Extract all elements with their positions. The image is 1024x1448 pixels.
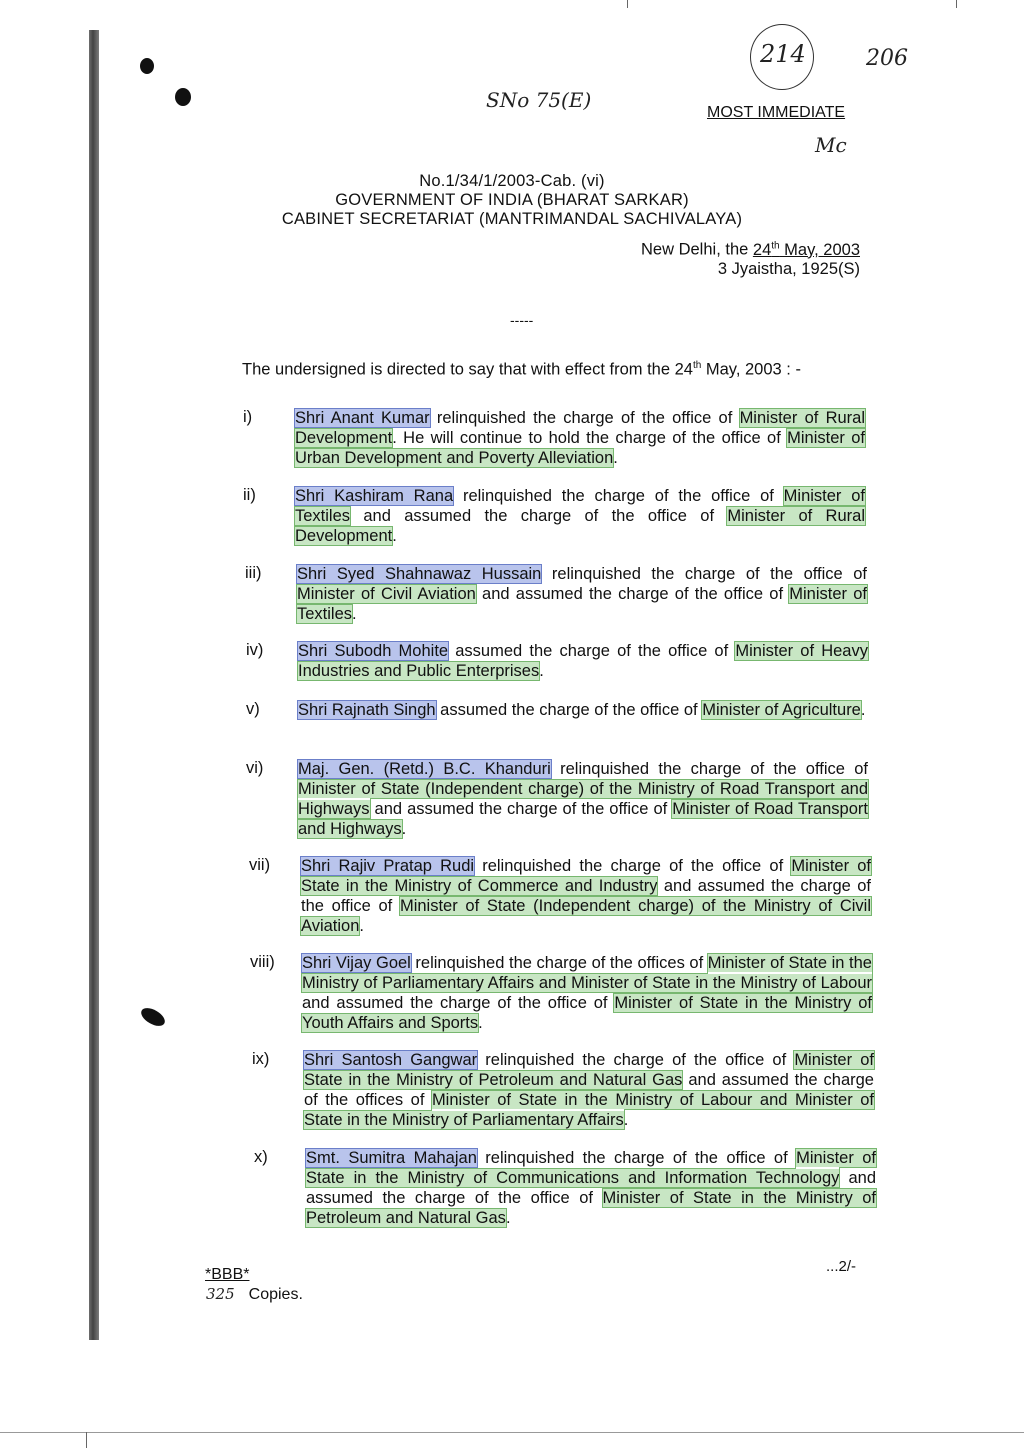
item-number: vii) — [249, 856, 271, 874]
item-text-part: . — [860, 701, 866, 719]
item-text-part: relinquished the charge of the office of — [453, 487, 784, 505]
initials-hw: Mc — [815, 133, 847, 157]
priority-label: MOST IMMEDIATE — [707, 104, 846, 121]
separator: ----- — [510, 312, 534, 328]
date-prefix: New Delhi, the — [641, 240, 753, 259]
file-number: No.1/34/1/2003-Cab. (vi) — [419, 172, 605, 190]
item-text-part: . — [392, 527, 397, 545]
minister-name: Shri Anant Kumar — [295, 409, 430, 427]
portfolio: Minister of Road Transport and Highways — [298, 800, 868, 838]
item-text — [295, 408, 865, 468]
item-text — [298, 641, 868, 681]
item-text-part: and assumed the charge of the office of — [302, 994, 615, 1012]
portfolio: Minister of State in the Ministry of Commerce and Industry — [301, 857, 872, 895]
item-text-part: . — [539, 662, 544, 680]
item-text — [298, 700, 868, 720]
copies-count-hw: 325 — [206, 1285, 235, 1303]
item-text-part: and assumed the charge of the office of — [350, 507, 728, 525]
ink-blot-2 — [175, 88, 191, 106]
minister-name: Maj. Gen. (Retd.) B.C. Khanduri — [298, 760, 551, 778]
item-text-part: assumed the charge of the office of — [448, 642, 736, 660]
item-text-part: and assumed the charge of the office of — [475, 585, 790, 603]
item-text-part: relinquished the charge of the office of — [550, 760, 868, 778]
ink-blot-3 — [138, 1004, 168, 1029]
item-text-part: relinquished the charge of the office of — [474, 857, 792, 875]
item-text — [306, 1148, 876, 1228]
sno-hw: SNo 75(E) — [486, 88, 592, 112]
top-mark-1 — [627, 0, 628, 8]
minister-name: Shri Rajiv Pratap Rudi — [301, 857, 475, 875]
item-text-part: . — [352, 605, 357, 623]
copies-line — [206, 1285, 303, 1304]
item-text-part: and assumed the charge of the office of — [306, 1169, 876, 1207]
portfolio: Minister of Rural Development — [295, 507, 865, 545]
item-text — [297, 564, 867, 624]
item-text-part: assumed the charge of the office of — [435, 701, 703, 719]
minister-name: Shri Kashiram Rana — [295, 487, 454, 505]
footer-code: *BBB* — [205, 1266, 250, 1283]
minister-name: Shri Santosh Gangwar — [304, 1051, 478, 1069]
item-text-part: relinquished the charge of the office of — [541, 565, 868, 583]
item-number: iv) — [246, 641, 264, 659]
item-text-part: . — [613, 449, 618, 467]
intro-text-b: May, 2003 : - — [701, 360, 801, 379]
circled-number-hw: 214 — [760, 40, 806, 68]
next-page-marker: ...2/- — [826, 1258, 857, 1275]
portfolio: Minister of Rural Development — [295, 409, 865, 447]
portfolio: Minister of Agriculture — [702, 701, 861, 719]
item-number: v) — [246, 700, 260, 718]
item-number: i) — [243, 408, 253, 426]
portfolio: Minister of Textiles — [295, 487, 865, 525]
saka-date: 3 Jyaistha, 1925(S) — [717, 260, 860, 278]
portfolio: Minister of State in the Ministry of Communications and Information Technology — [306, 1149, 877, 1187]
ink-blot-1 — [140, 58, 154, 74]
item-text — [301, 856, 871, 936]
minister-name: Shri Vijay Goel — [302, 954, 411, 972]
item-text-part: and assumed the charge of the office of — [369, 800, 673, 818]
minister-name: Shri Subodh Mohite — [298, 642, 449, 660]
minister-name: Shri Syed Shahnawaz Hussain — [297, 565, 542, 583]
item-number: ii) — [243, 486, 256, 504]
intro-line — [242, 360, 801, 380]
copies-label: Copies. — [248, 1286, 303, 1303]
item-number: ix) — [252, 1050, 270, 1068]
item-text-part: and assumed the charge of the offices of — [304, 1071, 874, 1109]
date-line — [641, 240, 860, 260]
page-number-hw: 206 — [866, 46, 908, 71]
item-text — [298, 759, 868, 839]
intro-sup: th — [692, 360, 702, 371]
portfolio: Minister of State (Independent charge) of the Ministry of Civil Aviation — [301, 897, 871, 935]
item-text-part: relinquished the charge of the office of — [476, 1149, 797, 1167]
item-text-part: relinquished the charge of the office of — [477, 1051, 795, 1069]
item-text-part: . He will continue to hold the charge of the office of — [392, 429, 788, 447]
portfolio: Minister of State in the Ministry of Petroleum and Natural Gas — [306, 1189, 876, 1227]
item-number: vi) — [246, 759, 264, 777]
item-text-part: . — [623, 1111, 629, 1129]
portfolio: Minister of State in the Ministry of Petroleum and Natural Gas — [304, 1051, 874, 1089]
item-number: viii) — [250, 953, 275, 971]
date-rest: May, 2003 — [779, 240, 860, 259]
item-text-part: . — [401, 820, 407, 838]
item-text — [302, 953, 872, 1033]
item-text-part: relinquished the charge of the office of — [429, 409, 740, 427]
bottom-rule — [0, 1432, 1024, 1433]
item-number: iii) — [245, 564, 262, 582]
date-underlined — [753, 241, 860, 259]
item-number: x) — [254, 1148, 268, 1166]
portfolio: Minister of Heavy Industries and Public Enterprises — [298, 642, 868, 680]
portfolio: Minister of Civil Aviation — [297, 585, 476, 603]
item-text — [304, 1050, 874, 1130]
date-day: 24 — [752, 240, 772, 259]
intro-text-a: The undersigned is directed to say that with effect from the 24 — [242, 360, 693, 379]
department-title: CABINET SECRETARIAT (MANTRIMANDAL SACHIVALAYA) — [281, 210, 743, 228]
item-text-part: and assumed the charge of the office of — [301, 877, 871, 915]
item-text-part: . — [505, 1209, 511, 1227]
portfolio: Minister of Textiles — [297, 585, 867, 623]
portfolio: Minister of State in the Ministry of Labour and Minister of State in the Ministry of Parliamentary Affairs — [304, 1091, 874, 1129]
date-sup: th — [771, 240, 780, 251]
portfolio: Minister of State (Independent charge) of the Ministry of Road Transport and Highways — [298, 780, 868, 818]
item-text-part: relinquished the charge of the offices of — [410, 954, 708, 972]
top-mark-2 — [956, 0, 957, 8]
portfolio: Minister of State in the Ministry of Youth Affairs and Sports — [302, 994, 872, 1032]
minister-name: Shri Rajnath Singh — [298, 701, 436, 719]
government-title: GOVERNMENT OF INDIA (BHARAT SARKAR) — [335, 191, 689, 209]
bottom-tick — [86, 1432, 87, 1448]
item-text — [295, 486, 865, 546]
item-text-part: . — [478, 1014, 483, 1032]
portfolio: Minister of Urban Development and Poverty Alleviation — [295, 429, 865, 467]
portfolio: Minister of State in the Ministry of Parliamentary Affairs and Minister of State in the Ministry of Labour — [302, 954, 872, 992]
minister-name: Smt. Sumitra Mahajan — [306, 1149, 477, 1167]
item-text-part: . — [359, 917, 364, 935]
